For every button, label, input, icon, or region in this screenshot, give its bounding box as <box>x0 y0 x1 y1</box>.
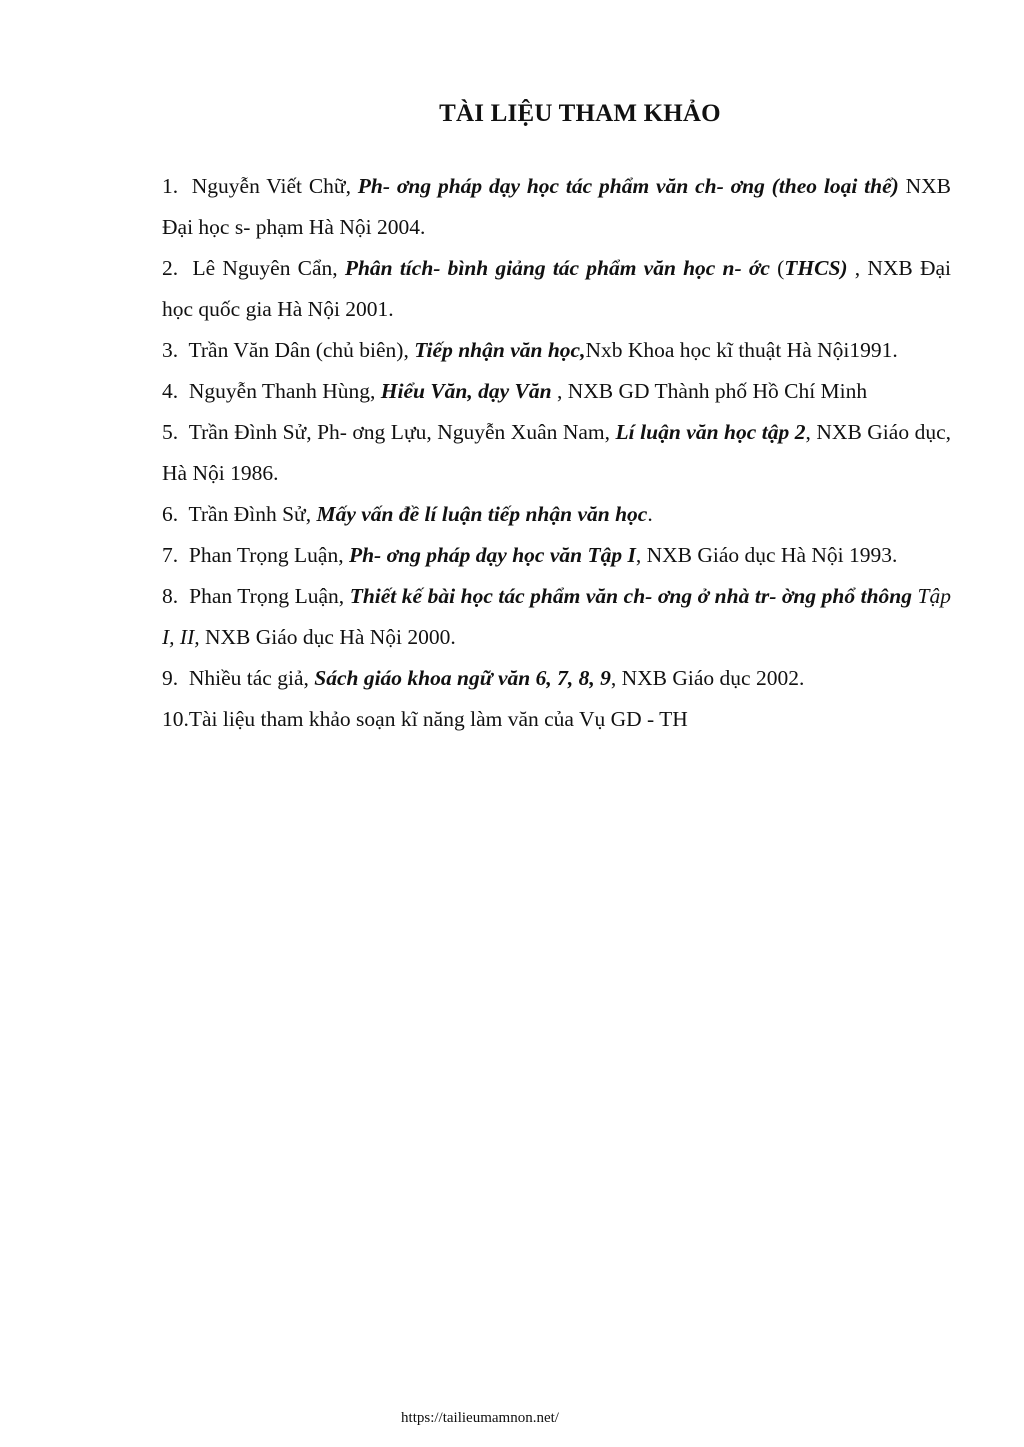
reference-title: Ph- ơng pháp dạy học văn Tập I <box>348 543 636 567</box>
reference-text: , NXB Đại học quốc gia Hà Nội 2001. <box>162 256 951 321</box>
reference-text: Nguyễn Thanh Hùng, <box>188 379 381 403</box>
reference-text: Nguyễn Viết Chữ, <box>191 174 358 198</box>
reference-volume: Tập I, II, <box>162 584 952 649</box>
reference-number: 10. <box>162 707 189 731</box>
reference-number: 7. <box>162 543 179 567</box>
reference-title: Thiết kế bài học tác phẩm văn ch- ơng ở nhà tr- ờng phổ thông <box>349 584 913 608</box>
reference-item <box>162 412 951 494</box>
reference-item <box>162 494 951 535</box>
reference-text: Nhiều tác giả, <box>188 666 315 690</box>
footer-url: https://tailieumamnon.net/ <box>401 1410 559 1426</box>
reference-item <box>162 248 951 330</box>
reference-number: 4. <box>162 379 179 403</box>
reference-number: 3. <box>162 338 179 362</box>
page-title: TÀI LIỆU THAM KHẢO <box>439 100 721 127</box>
reference-number: 6. <box>162 502 179 526</box>
reference-title: Phân tích- bình giảng tác phẩm văn học n- ớc <box>344 256 770 280</box>
reference-title: THCS) <box>784 256 848 280</box>
reference-text: NXB Đại học s- phạm Hà Nội 2004. <box>162 174 952 239</box>
reference-item <box>162 658 951 699</box>
reference-number: 2. <box>162 256 179 280</box>
reference-text: Lê Nguyên Cẩn, <box>192 256 345 280</box>
reference-number: 1. <box>162 174 179 198</box>
reference-text: . <box>647 502 653 526</box>
reference-text: Phan Trọng Luận, <box>188 543 349 567</box>
reference-text: , NXB Giáo dục, Hà Nội 1986. <box>162 420 951 485</box>
reference-number: 8. <box>162 584 179 608</box>
reference-item <box>162 699 951 740</box>
reference-number: 9. <box>162 666 179 690</box>
reference-title: Ph- ơng pháp dạy học tác phẩm văn ch- ơng (theo loại thể) <box>357 174 899 198</box>
reference-text: , NXB Giáo dục 2002. <box>610 666 805 690</box>
reference-item <box>162 166 951 248</box>
reference-number: 5. <box>162 420 179 444</box>
reference-title: Tiếp nhận văn học, <box>414 338 586 362</box>
reference-item <box>162 576 951 658</box>
reference-text: Nxb Khoa học kĩ thuật Hà Nội1991. <box>585 338 898 362</box>
reference-list <box>162 166 951 740</box>
reference-title: Hiểu Văn, dạy Văn <box>380 379 552 403</box>
reference-item <box>162 371 951 412</box>
reference-text: Tài liệu tham khảo soạn kĩ năng làm văn của Vụ GD - TH <box>188 707 688 731</box>
reference-title: Sách giáo khoa ngữ văn 6, 7, 8, 9 <box>314 666 611 690</box>
reference-text: Trần Đình Sử, <box>188 502 317 526</box>
reference-text: Trần Văn Dân (chủ biên), <box>188 338 415 362</box>
reference-text: Trần Đình Sử, Ph- ơng Lựu, Nguyễn Xuân Nam, <box>188 420 616 444</box>
reference-title: Mấy vấn đề lí luận tiếp nhận văn học <box>316 502 648 526</box>
reference-item <box>162 535 951 576</box>
reference-text: , NXB GD Thành phố Hồ Chí Minh <box>551 379 868 403</box>
reference-text: NXB Giáo dục Hà Nội 2000. <box>199 625 456 649</box>
reference-title: Lí luận văn học tập 2 <box>615 420 806 444</box>
reference-text: ( <box>769 256 785 280</box>
reference-text: Phan Trọng Luận, <box>189 584 350 608</box>
reference-text: , NXB Giáo dục Hà Nội 1993. <box>635 543 898 567</box>
reference-item <box>162 330 951 371</box>
